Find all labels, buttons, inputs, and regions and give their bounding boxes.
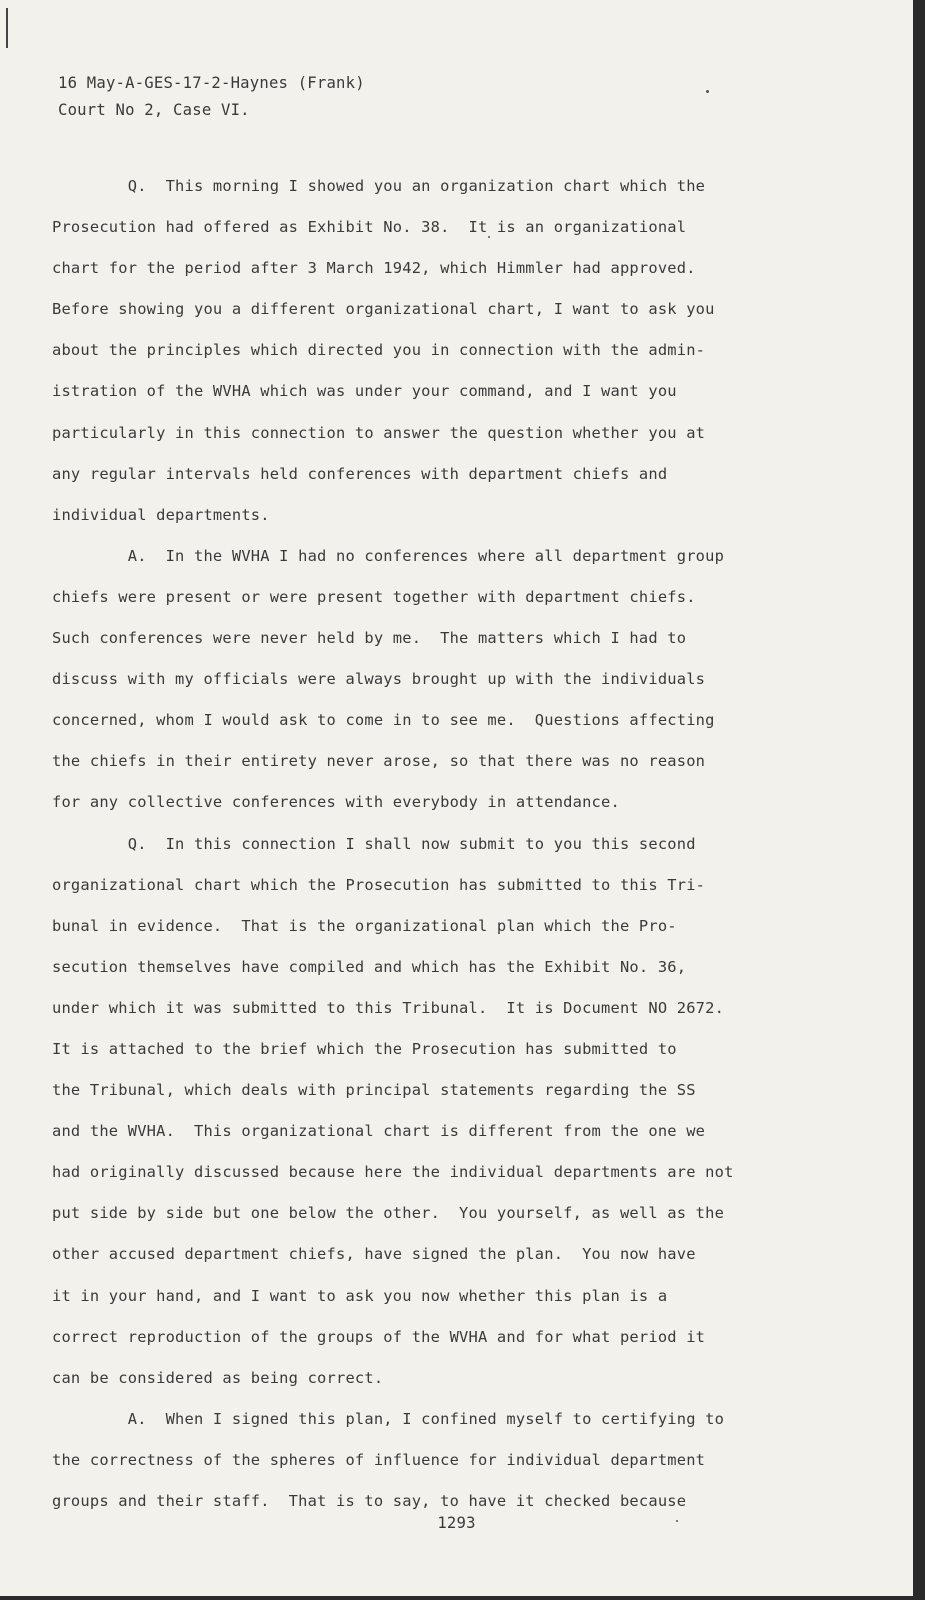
- transcript-line: discuss with my officials were always brought up with the individuals: [52, 670, 706, 689]
- transcript-line: A. When I signed this plan, I confined myself to certifying to: [52, 1409, 725, 1428]
- transcript-body: [52, 166, 852, 1522]
- scan-edge-bottom: [0, 1596, 925, 1600]
- transcript-line: can be considered as being correct.: [52, 1368, 384, 1387]
- transcript-line: individual departments.: [52, 505, 270, 524]
- page-number: 1293: [437, 1514, 476, 1532]
- transcript-line: Q. This morning I showed you an organization chart which the: [52, 177, 706, 195]
- scan-edge-right: [913, 0, 925, 1600]
- paper-speck: [676, 1520, 678, 1522]
- transcript-line: It is attached to the brief which the Prosecution has submitted to: [52, 1039, 677, 1058]
- transcript-line: any regular intervals held conferences with department chiefs and: [52, 464, 668, 483]
- transcript-line: the Tribunal, which deals with principal statements regarding the SS: [52, 1081, 696, 1100]
- paper-speck: [706, 90, 709, 93]
- transcript-line: chiefs were present or were present together with department chiefs.: [52, 587, 696, 606]
- transcript-line: istration of the WVHA which was under your command, and I want you: [52, 382, 677, 401]
- transcript-line: concerned, whom I would ask to come in to see me. Questions affecting: [52, 711, 715, 730]
- transcript-line: under which it was submitted to this Tribunal. It is Document NO 2672.: [52, 998, 725, 1017]
- transcript-line: chart for the period after 3 March 1942, which Himmler had approved.: [52, 259, 696, 278]
- transcript-line: particularly in this connection to answer the question whether you at: [52, 423, 706, 442]
- transcript-line: other accused department chiefs, have signed the plan. You now have: [52, 1245, 696, 1264]
- transcript-line: A. In the WVHA I had no conferences where all department group: [52, 546, 725, 565]
- transcript-line: Prosecution had offered as Exhibit No. 38. It is an organizational: [52, 218, 687, 237]
- transcript-line: it in your hand, and I want to ask you now whether this plan is a: [52, 1286, 668, 1305]
- document-header: [58, 70, 365, 124]
- header-line-2: Court No 2, Case VI.: [58, 101, 250, 119]
- transcript-line: the chiefs in their entirety never arose, so that there was no reason: [52, 752, 706, 771]
- transcript-line: and the WVHA. This organizational chart is different from the one we: [52, 1122, 706, 1141]
- transcript-line: groups and their staff. That is to say, to have it checked because: [52, 1492, 687, 1510]
- transcript-line: bunal in evidence. That is the organizational plan which the Pro-: [52, 916, 677, 935]
- transcript-line: Such conferences were never held by me. The matters which I had to: [52, 629, 687, 648]
- transcript-line: secution themselves have compiled and which has the Exhibit No. 36,: [52, 957, 687, 976]
- transcript-line: about the principles which directed you in connection with the admin-: [52, 341, 706, 360]
- transcript-line: correct reproduction of the groups of the WVHA and for what period it: [52, 1327, 706, 1346]
- transcript-line: had originally discussed because here the individual departments are not: [52, 1163, 734, 1182]
- paper-speck: [488, 236, 490, 238]
- transcript-line: the correctness of the spheres of influence for individual department: [52, 1450, 706, 1469]
- transcript-line: for any collective conferences with everybody in attendance.: [52, 793, 620, 812]
- transcript-line: Q. In this connection I shall now submit to you this second: [52, 834, 696, 853]
- transcript-line: put side by side but one below the other. You yourself, as well as the: [52, 1204, 725, 1223]
- header-line-1: 16 May-A-GES-17-2-Haynes (Frank): [58, 74, 365, 92]
- margin-mark: [6, 8, 8, 48]
- transcript-line: organizational chart which the Prosecution has submitted to this Tri-: [52, 875, 706, 894]
- transcript-line: Before showing you a different organizational chart, I want to ask you: [52, 300, 715, 319]
